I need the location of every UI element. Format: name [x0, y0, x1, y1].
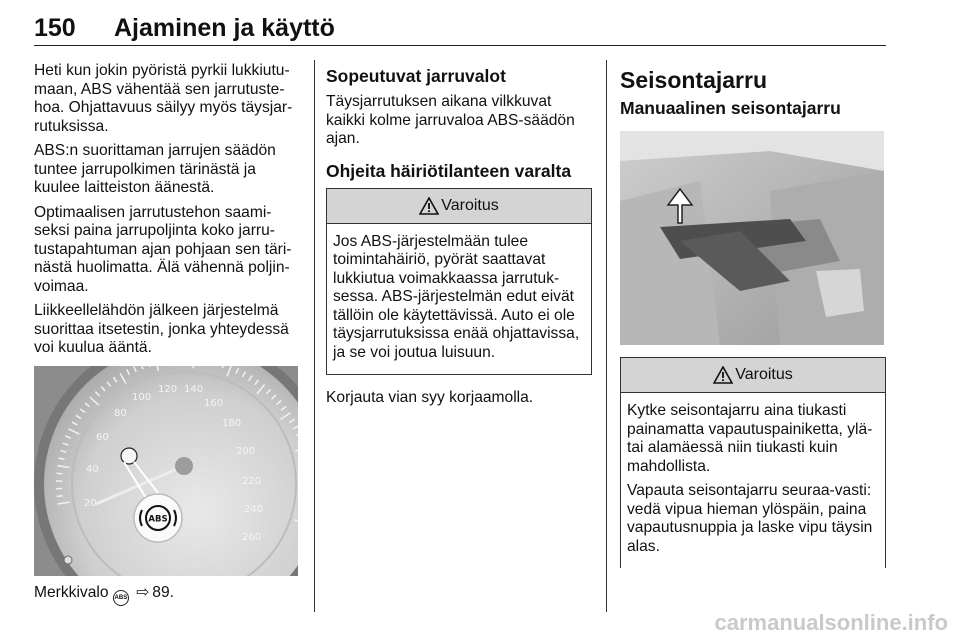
speedometer-abs-image [34, 366, 298, 576]
abs-badge-text: ABS [148, 514, 168, 524]
tick-160: 160 [204, 397, 224, 409]
header-rule [34, 45, 886, 46]
abs-warning-icon: ABS [113, 590, 129, 606]
tick-260: 260 [242, 531, 262, 543]
column-divider-2 [606, 60, 607, 612]
page-title: Ajaminen ja käyttö [114, 14, 335, 42]
warning-header [327, 189, 591, 224]
page-ref-arrow-icon: ⇨ [136, 583, 150, 601]
page-number: 150 [34, 14, 76, 42]
tick-100: 100 [132, 391, 152, 403]
indicator-reference [34, 584, 302, 606]
tick-120: 120 [158, 383, 178, 395]
tick-60: 60 [96, 431, 109, 443]
tick-20: 20 [84, 497, 97, 509]
page-header [34, 10, 886, 46]
parking-brake-lever-image [620, 131, 884, 345]
abs-paragraph-2: ABS:n suorittaman jarrujen säädön tuntee jarrupolkimen tärinästä ja kuulee laitteiston äänestä. [34, 142, 276, 196]
tick-80: 80 [114, 407, 127, 419]
column-divider-1 [314, 60, 315, 612]
fault-instructions-heading: Ohjeita häiriötilanteen varalta [326, 160, 572, 181]
repair-note: Korjauta vian syy korjaamolla. [326, 389, 534, 406]
parking-warning-paragraph-1: Kytke seisontajarru aina tiukasti painamatta vapautuspainiketta, ylä- tai alamäessä niin tiukasti kuin mahdollista. [627, 402, 873, 475]
warning-title: Varoitus [735, 366, 793, 383]
parking-brake-heading: Seisontajarru [620, 67, 767, 93]
column-3 [620, 62, 886, 578]
tick-240: 240 [244, 503, 264, 515]
warning-triangle-icon [419, 197, 439, 215]
abs-warning-box [326, 188, 592, 376]
tick-180: 180 [222, 417, 242, 429]
tick-220: 220 [242, 475, 262, 487]
parking-brake-warning-box [620, 357, 886, 568]
tick-40: 40 [86, 463, 99, 475]
tick-200: 200 [236, 445, 256, 457]
manual-parking-brake-subheading: Manuaalinen seisontajarru [620, 98, 841, 118]
tick-140: 140 [184, 383, 204, 395]
column-2 [326, 62, 592, 414]
indicator-label: Merkkivalo [34, 583, 109, 601]
warning-title: Varoitus [441, 196, 499, 214]
adaptive-brake-lights-text: Täysjarrutuksen aikana vilkkuvat kaikki kolme jarruvaloa ABS-säädön ajan. [326, 93, 575, 147]
abs-paragraph-3: Optimaalisen jarrutustehon saami-seksi paina jarrupoljinta koko jarru-tustapahtuman ajan pohjaan sen täri-nästä huolimatta. Älä vähennä poljin-voimaa. [34, 203, 292, 295]
warning-triangle-icon [713, 366, 733, 384]
watermark: carmanualsonline.info [714, 610, 948, 635]
column-1 [34, 62, 302, 612]
warning-header [621, 358, 885, 393]
abs-paragraph-1: Heti kun jokin pyöristä pyrkii lukkiutu-maan, ABS vähentää sen jarrutuste-hoa. Ohjattavuus säilyy myös täysjar-rutuksissa. [34, 62, 293, 135]
parking-warning-paragraph-2: Vapauta seisontajarru seuraa-vasti: vedä vipua hieman ylöspäin, paina vapautusnuppia ja laske vipu täysin alas. [627, 482, 873, 555]
warning-text: Jos ABS-järjestelmään tulee toimintahäiriö, pyörät saattavat lukkiutua voimakkaassa jarrutuk-sessa. ABS-järjestelmän edut eivät tällöin ole käytettävissä. Auto ei ole täysjarrutuksissa enää ohjattavissa, ja se voi joutua luisuun. [333, 232, 580, 361]
dial-tick-mark [57, 495, 63, 496]
dial-tick-mark [56, 473, 62, 474]
indicator-page-ref[interactable]: 89. [152, 583, 174, 601]
abs-paragraph-4: Liikkeellelähdön jälkeen järjestelmä suorittaa itsetestin, jonka yhteydessä voi kuulua ääntä. [34, 302, 289, 356]
adaptive-brake-lights-heading: Sopeutuvat jarruvalot [326, 66, 506, 86]
